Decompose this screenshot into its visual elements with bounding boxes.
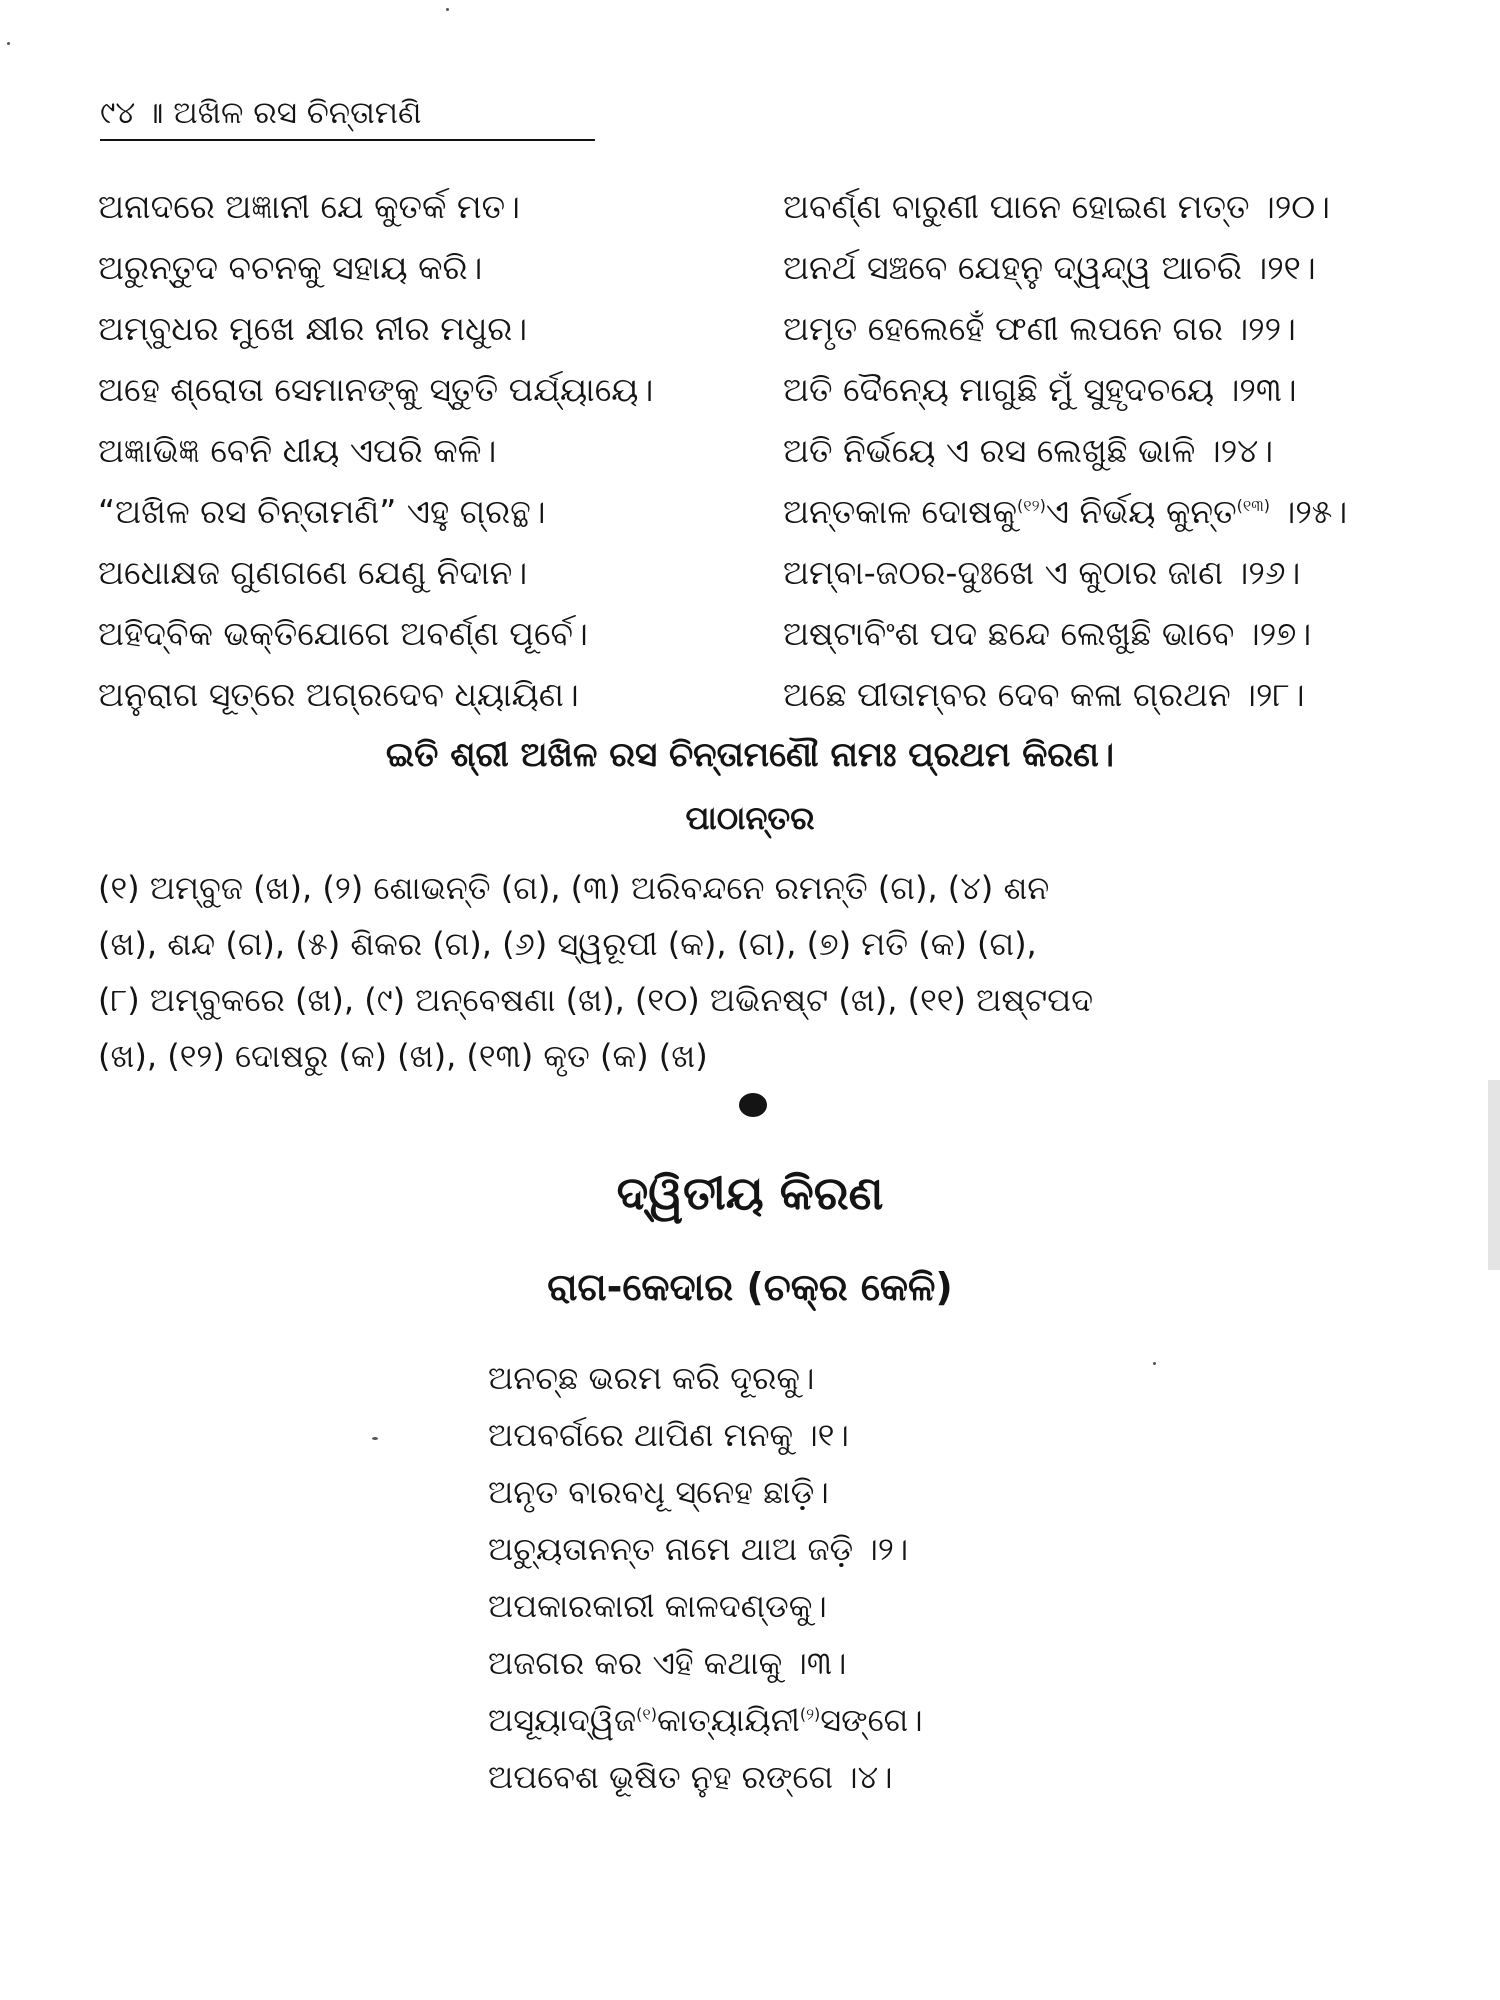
stanza-left-column: [98, 176, 653, 725]
footnote-mark: (୧): [636, 1704, 657, 1724]
verse-number: ।୨୫।: [1280, 492, 1348, 531]
verse-line: ଅଷ୍ଟାବିଂଶ ପଦ ଛନ୍ଦେ ଲେଖୁଛି ଭାବେ ।୨୭।: [783, 614, 1312, 653]
variant-readings-heading: ପାଠାନ୍ତର: [685, 799, 815, 837]
verse-line-with-notes: [488, 1692, 923, 1749]
print-speck: [1153, 1362, 1156, 1365]
footnote-mark: (୨): [799, 1704, 821, 1724]
variant-line: (୧) ଅମ୍ବୁଜ (ଖ), (୨) ଶୋଭନ୍ତି (ଗ), (୩) ଅରିବନ୍ଦନେ ରମନ୍ତି (ଗ), (୪) ଶନ: [98, 869, 1050, 907]
verse-line: ଅପକାରକାରୀ କାଳଦଣ୍ଡକୁ।: [488, 1587, 827, 1625]
verse-line: ଅପବେଶ ଭୂଷିତ ନୁହ ରଙ୍ଗେ ।୪।: [488, 1758, 893, 1796]
verse-line: ଅଧୋକ୍ଷଜ ଗୁଣଗଣେ ଯେଣୁ ନିଦାନ।: [98, 553, 528, 592]
verse-line: ଅମୃତ ହେଲେହେଁ ଫଣୀ ଲପନେ ଗର ।୨୨।: [783, 309, 1296, 348]
stanza-right-column: [783, 176, 1347, 725]
page-edge-shadow: [1488, 1080, 1500, 1270]
verse-line: “ଅଖିଳ ରସ ଚିନ୍ତାମଣି” ଏହୁ ଗ୍ରନ୍ଥ।: [98, 492, 546, 531]
verse-part: ଅନ୍ତକାଳ ଦୋଷକୁ: [783, 492, 1018, 531]
raga-title: ରାଗ-କେଦାର (ଚକ୍ର କେଳି): [547, 1265, 953, 1309]
verse-part: ସଙ୍ଗେ।: [820, 1701, 923, 1739]
verse-line: ଅବର୍ଣ୍ଣ ବାରୁଣୀ ପାନେ ହୋଇଣ ମତ୍ତ ।୨୦।: [783, 187, 1331, 226]
verse-line: ଅଜ୍ଞାଭିଜ୍ଞ ବେନି ଧୀୟ ଏପରି କଳି।: [98, 431, 497, 470]
verse-part: ଏ ନିର୍ଭୟ କୁନ୍ତ: [1045, 492, 1237, 531]
verse-line: ଅନାଦରେ ଅଜ୍ଞାନୀ ଯେ କୁତର୍କ ମତ।: [98, 187, 520, 226]
verse-part: କାତ୍ୟାୟିନୀ: [656, 1701, 800, 1739]
running-header: ୯୪ ॥ ଅଖିଳ ରସ ଚିନ୍ତାମଣି: [100, 95, 595, 141]
verse-line: ଅନଚ୍ଛ ଭରମ କରି ଦୂରକୁ।: [488, 1359, 815, 1397]
verse-line: ଅନୃତ ବାରବଧୂ ସ୍ନେହ ଛାଡ଼ି।: [488, 1473, 829, 1511]
verse-line: ଅଜଗର କର ଏହି କଥାକୁ ।୩।: [488, 1644, 847, 1682]
verse-line: ଅମ୍ବୁଧର ମୁଖେ କ୍ଷୀର ନୀର ମଧୁର।: [98, 309, 528, 348]
variant-line: (ଖ), (୧୨) ଦୋଷରୁ (କ) (ଖ), (୧୩) କୃତ (କ) (ଖ): [98, 1037, 708, 1075]
variant-line: (୮) ଅମ୍ବୁକରେ (ଖ), (୯) ଅନ୍ବେଷଣା (ଖ), (୧୦) ଅଭିନଷ୍ଟ (ଖ), (୧୧) ଅଷ୍ଟପଦ: [98, 981, 1094, 1019]
verse-line: ଅଚ୍ୟୁତାନନ୍ତ ନାମେ ଥାଅ ଜଡ଼ି ।୨।: [488, 1530, 909, 1568]
footnote-mark: (୧୨): [1017, 496, 1046, 515]
print-speck: [446, 8, 449, 11]
verse-line: ଅଛେ ପୀତାମ୍ବର ଦେବ କଳା ଗ୍ରଥନ ।୨୮।: [783, 675, 1305, 714]
verse-line: ଅହିଦ୍ବିକ ଭକ୍ତିଯୋଗେ ଅବର୍ଣ୍ଣ ପୂର୍ବେ।: [98, 614, 588, 653]
variant-line: (ଖ), ଶନ୍ଦ (ଗ), (୫) ଶିକର (ଗ), (୬) ସ୍ୱରୂପୀ (କ), (ଗ), (୭) ମତି (କ) (ଗ),: [98, 925, 1037, 963]
verse-line: ଅମ୍ବା-ଜଠର-ଦୁଃଖେ ଏ କୁଠାର ଜାଣ ।୨୬।: [783, 553, 1301, 592]
print-speck: [372, 1437, 378, 1440]
print-speck: [7, 42, 10, 45]
footnote-mark: (୧୩): [1236, 496, 1271, 515]
variant-readings: [98, 860, 1418, 1084]
verse-line-with-notes: [783, 481, 1347, 542]
verse-line: ଅତି ଦୈନ୍ୟେ ମାଗୁଛି ମୁଁ ସୁହୃଦଚୟେ ।୨୩।: [783, 370, 1297, 409]
song-stanza: [488, 1350, 923, 1806]
verse-line: ଅରୁନ୍ତୁଦ ବଚନକୁ ସହାୟ କରି।: [98, 248, 483, 287]
chapter-title: ଦ୍ୱିତୀୟ କିରଣ: [616, 1166, 884, 1220]
verse-line: ଅତି ନିର୍ଭୟେ ଏ ରସ ଲେଖୁଛି ଭାଳି ।୨୪।: [783, 431, 1274, 470]
verse-line: ଅନର୍ଥ ସଞ୍ଚବେ ଯେହ୍ନୁ ଦ୍ୱନ୍ଦ୍ୱ ଆଚରି ।୨୧।: [783, 248, 1316, 287]
chapter-colophon: ଇତି ଶ୍ରୀ ଅଖିଳ ରସ ଚିନ୍ତାମଣୌ ନାମଃ ପ୍ରଥମ କିରଣ।: [385, 735, 1115, 775]
verse-line: ଅପବର୍ଗରେ ଥାପିଣ ମନକୁ ।୧।: [488, 1416, 849, 1454]
verse-line: ଅନୁରାଗ ସୂତ୍ରେ ଅଗ୍ରଦେବ ଧ୍ୟାୟିଣ।: [98, 675, 579, 714]
section-separator-dot: [739, 1093, 767, 1117]
verse-line: ଅହେ ଶ୍ରୋତା ସେମାନଙ୍କୁ ସ୍ତୁତି ପର୍ଯ୍ୟାୟେ।: [98, 370, 654, 409]
verse-part: ଅସୂୟାଦ୍ୱିଜ: [488, 1701, 637, 1739]
